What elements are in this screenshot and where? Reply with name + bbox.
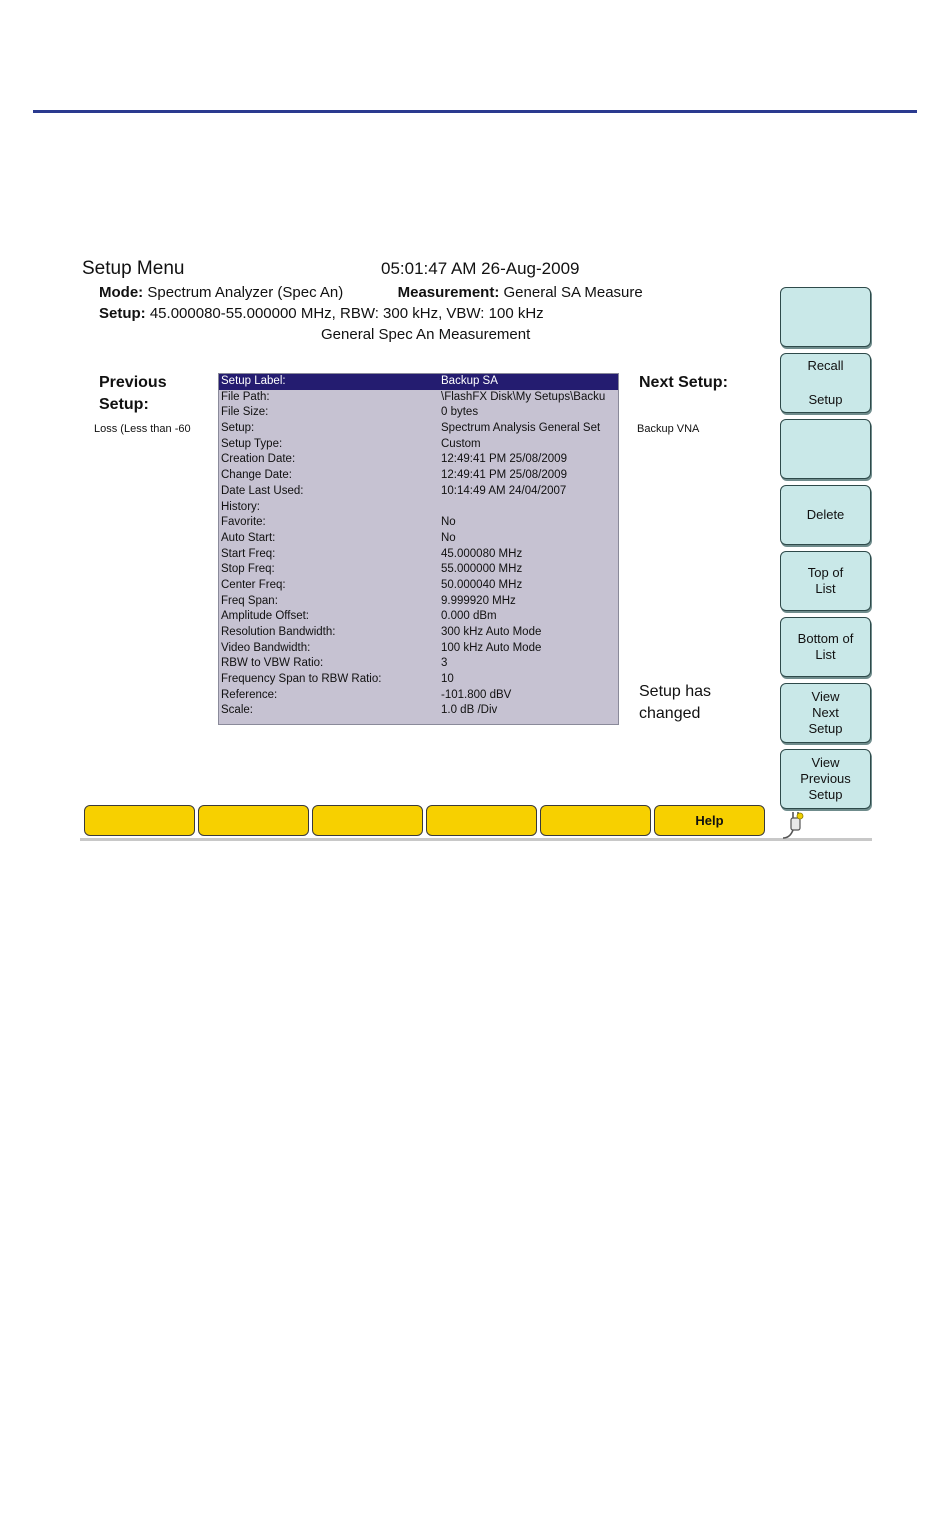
softkey-label: List	[815, 581, 836, 596]
mode-label: Mode:	[99, 284, 144, 301]
detail-key: Scale:	[221, 704, 253, 717]
softkey-label: Setup	[808, 787, 843, 802]
details-row[interactable]	[219, 594, 618, 610]
softkey-label: Bottom of	[797, 631, 854, 646]
details-row[interactable]	[219, 374, 618, 390]
softkey-label: View	[811, 689, 840, 704]
function-key-1[interactable]	[84, 805, 195, 836]
detail-value: 50.000040 MHz	[441, 578, 523, 591]
softkey-label: Recall	[807, 358, 844, 373]
page-title: Setup Menu	[82, 258, 185, 279]
next-setup-label: Next Setup:	[639, 374, 728, 391]
setup-line	[99, 305, 544, 322]
detail-value: 1.0 dB /Div	[441, 704, 498, 717]
power-plug-icon	[780, 808, 810, 840]
detail-value: 300 kHz Auto Mode	[441, 626, 542, 638]
detail-value: \FlashFX Disk\My Setups\Backu	[441, 390, 606, 403]
detail-value: Spectrum Analysis General Set	[441, 422, 601, 435]
details-row[interactable]	[219, 452, 618, 468]
details-row[interactable]	[219, 625, 618, 641]
detail-key: Setup Label:	[221, 375, 286, 387]
details-row[interactable]	[219, 421, 618, 437]
detail-key: Change Date:	[221, 469, 292, 482]
detail-key: Resolution Bandwidth:	[221, 626, 336, 638]
detail-value: 0 bytes	[441, 406, 479, 419]
setup-description: General Spec An Measurement	[321, 326, 531, 343]
detail-key: Stop Freq:	[221, 563, 275, 576]
detail-value: 55.000000 MHz	[441, 563, 523, 576]
details-row[interactable]	[219, 547, 618, 563]
function-key-2[interactable]	[198, 805, 309, 836]
detail-key: File Path:	[221, 390, 270, 403]
detail-value: 9.999920 MHz	[441, 594, 516, 607]
details-row[interactable]	[219, 609, 618, 625]
softkey-label: Delete	[806, 507, 845, 522]
detail-value: 12:49:41 PM 25/08/2009	[441, 453, 567, 466]
softkey-label: Top of	[807, 565, 844, 580]
view-previous-setup-button[interactable]	[780, 749, 871, 809]
detail-value: 3	[441, 657, 448, 670]
detail-key: Amplitude Offset:	[221, 610, 309, 623]
detail-key: Date Last Used:	[221, 484, 304, 497]
details-row[interactable]	[219, 672, 618, 688]
detail-value: 100 kHz Auto Mode	[441, 641, 542, 654]
function-key-3[interactable]	[312, 805, 423, 836]
detail-key: Frequency Span to RBW Ratio:	[221, 673, 382, 686]
details-row[interactable]	[219, 515, 618, 531]
setup-details-panel[interactable]	[218, 373, 619, 725]
detail-value: 12:49:41 PM 25/08/2009	[441, 469, 567, 482]
details-row[interactable]	[219, 641, 618, 657]
detail-value: Backup SA	[441, 375, 498, 387]
detail-value: 10	[441, 673, 454, 686]
detail-key: Auto Start:	[221, 531, 276, 544]
details-row[interactable]	[219, 578, 618, 594]
help-button[interactable]	[654, 805, 765, 836]
detail-key: Reference:	[221, 688, 278, 701]
blank-softkey-1[interactable]	[780, 287, 871, 347]
detail-key: Creation Date:	[221, 453, 296, 466]
previous-setup-name[interactable]: Loss (Less than -60	[94, 423, 191, 435]
detail-key: RBW to VBW Ratio:	[221, 657, 324, 670]
details-row[interactable]	[219, 390, 618, 406]
detail-value: 10:14:49 AM 24/04/2007	[441, 484, 567, 497]
softkey-label: Previous	[800, 771, 851, 786]
details-row[interactable]	[219, 688, 618, 704]
softkey-label: Next	[812, 705, 839, 720]
softkey-label: List	[815, 647, 836, 662]
top-of-list-button[interactable]	[780, 551, 871, 611]
datetime-display: 05:01:47 AM 26-Aug-2009	[381, 259, 580, 278]
mode-value: Spectrum Analyzer (Spec An)	[147, 284, 344, 301]
detail-key: Freq Span:	[221, 594, 278, 607]
bottom-of-list-button[interactable]	[780, 617, 871, 677]
details-row[interactable]	[219, 484, 618, 500]
detail-key: Center Freq:	[221, 578, 286, 591]
detail-value: Custom	[441, 437, 481, 450]
detail-key: Setup Type:	[221, 437, 283, 450]
details-row[interactable]	[219, 468, 618, 484]
bottom-bar-divider	[80, 838, 872, 841]
detail-key: Favorite:	[221, 516, 266, 529]
details-row[interactable]	[219, 500, 618, 516]
setup-changed-status: Setup has changed	[639, 683, 712, 722]
softkey-label: View	[811, 755, 840, 770]
measurement-value: General SA Measure	[503, 284, 643, 301]
function-key-5[interactable]	[540, 805, 651, 836]
top-rule	[33, 110, 917, 113]
function-key-4[interactable]	[426, 805, 537, 836]
recall-setup-button[interactable]	[780, 353, 871, 413]
detail-value: 45.000080 MHz	[441, 547, 523, 560]
mode-line	[99, 284, 643, 301]
softkey-label: Setup	[808, 392, 843, 407]
detail-key: Video Bandwidth:	[221, 641, 311, 654]
details-row[interactable]	[219, 531, 618, 547]
previous-setup-label: Previous Setup:	[99, 374, 167, 413]
details-row[interactable]	[219, 656, 618, 672]
detail-value: -101.800 dBV	[441, 688, 512, 701]
delete-button[interactable]	[780, 485, 871, 545]
details-row[interactable]	[219, 562, 618, 578]
details-row[interactable]	[219, 437, 618, 453]
detail-key: Setup:	[221, 422, 255, 435]
detail-value: 0.000 dBm	[441, 610, 497, 623]
next-setup-name[interactable]: Backup VNA	[637, 423, 700, 435]
view-next-setup-button[interactable]	[780, 683, 871, 743]
detail-value: No	[441, 531, 456, 544]
setup-label: Setup:	[99, 305, 146, 322]
detail-key: History:	[221, 500, 260, 513]
details-row[interactable]	[219, 405, 618, 421]
softkey-label: Setup	[808, 721, 843, 736]
help-label: Help	[695, 813, 724, 828]
measurement-label: Measurement:	[397, 284, 500, 301]
setup-value: 45.000080-55.000000 MHz, RBW: 300 kHz, VBW: 100 kHz	[149, 305, 544, 322]
blank-softkey-2[interactable]	[780, 419, 871, 479]
details-row[interactable]	[219, 703, 618, 719]
detail-value: No	[441, 516, 456, 529]
detail-key: Start Freq:	[221, 547, 276, 560]
detail-key: File Size:	[221, 406, 269, 419]
